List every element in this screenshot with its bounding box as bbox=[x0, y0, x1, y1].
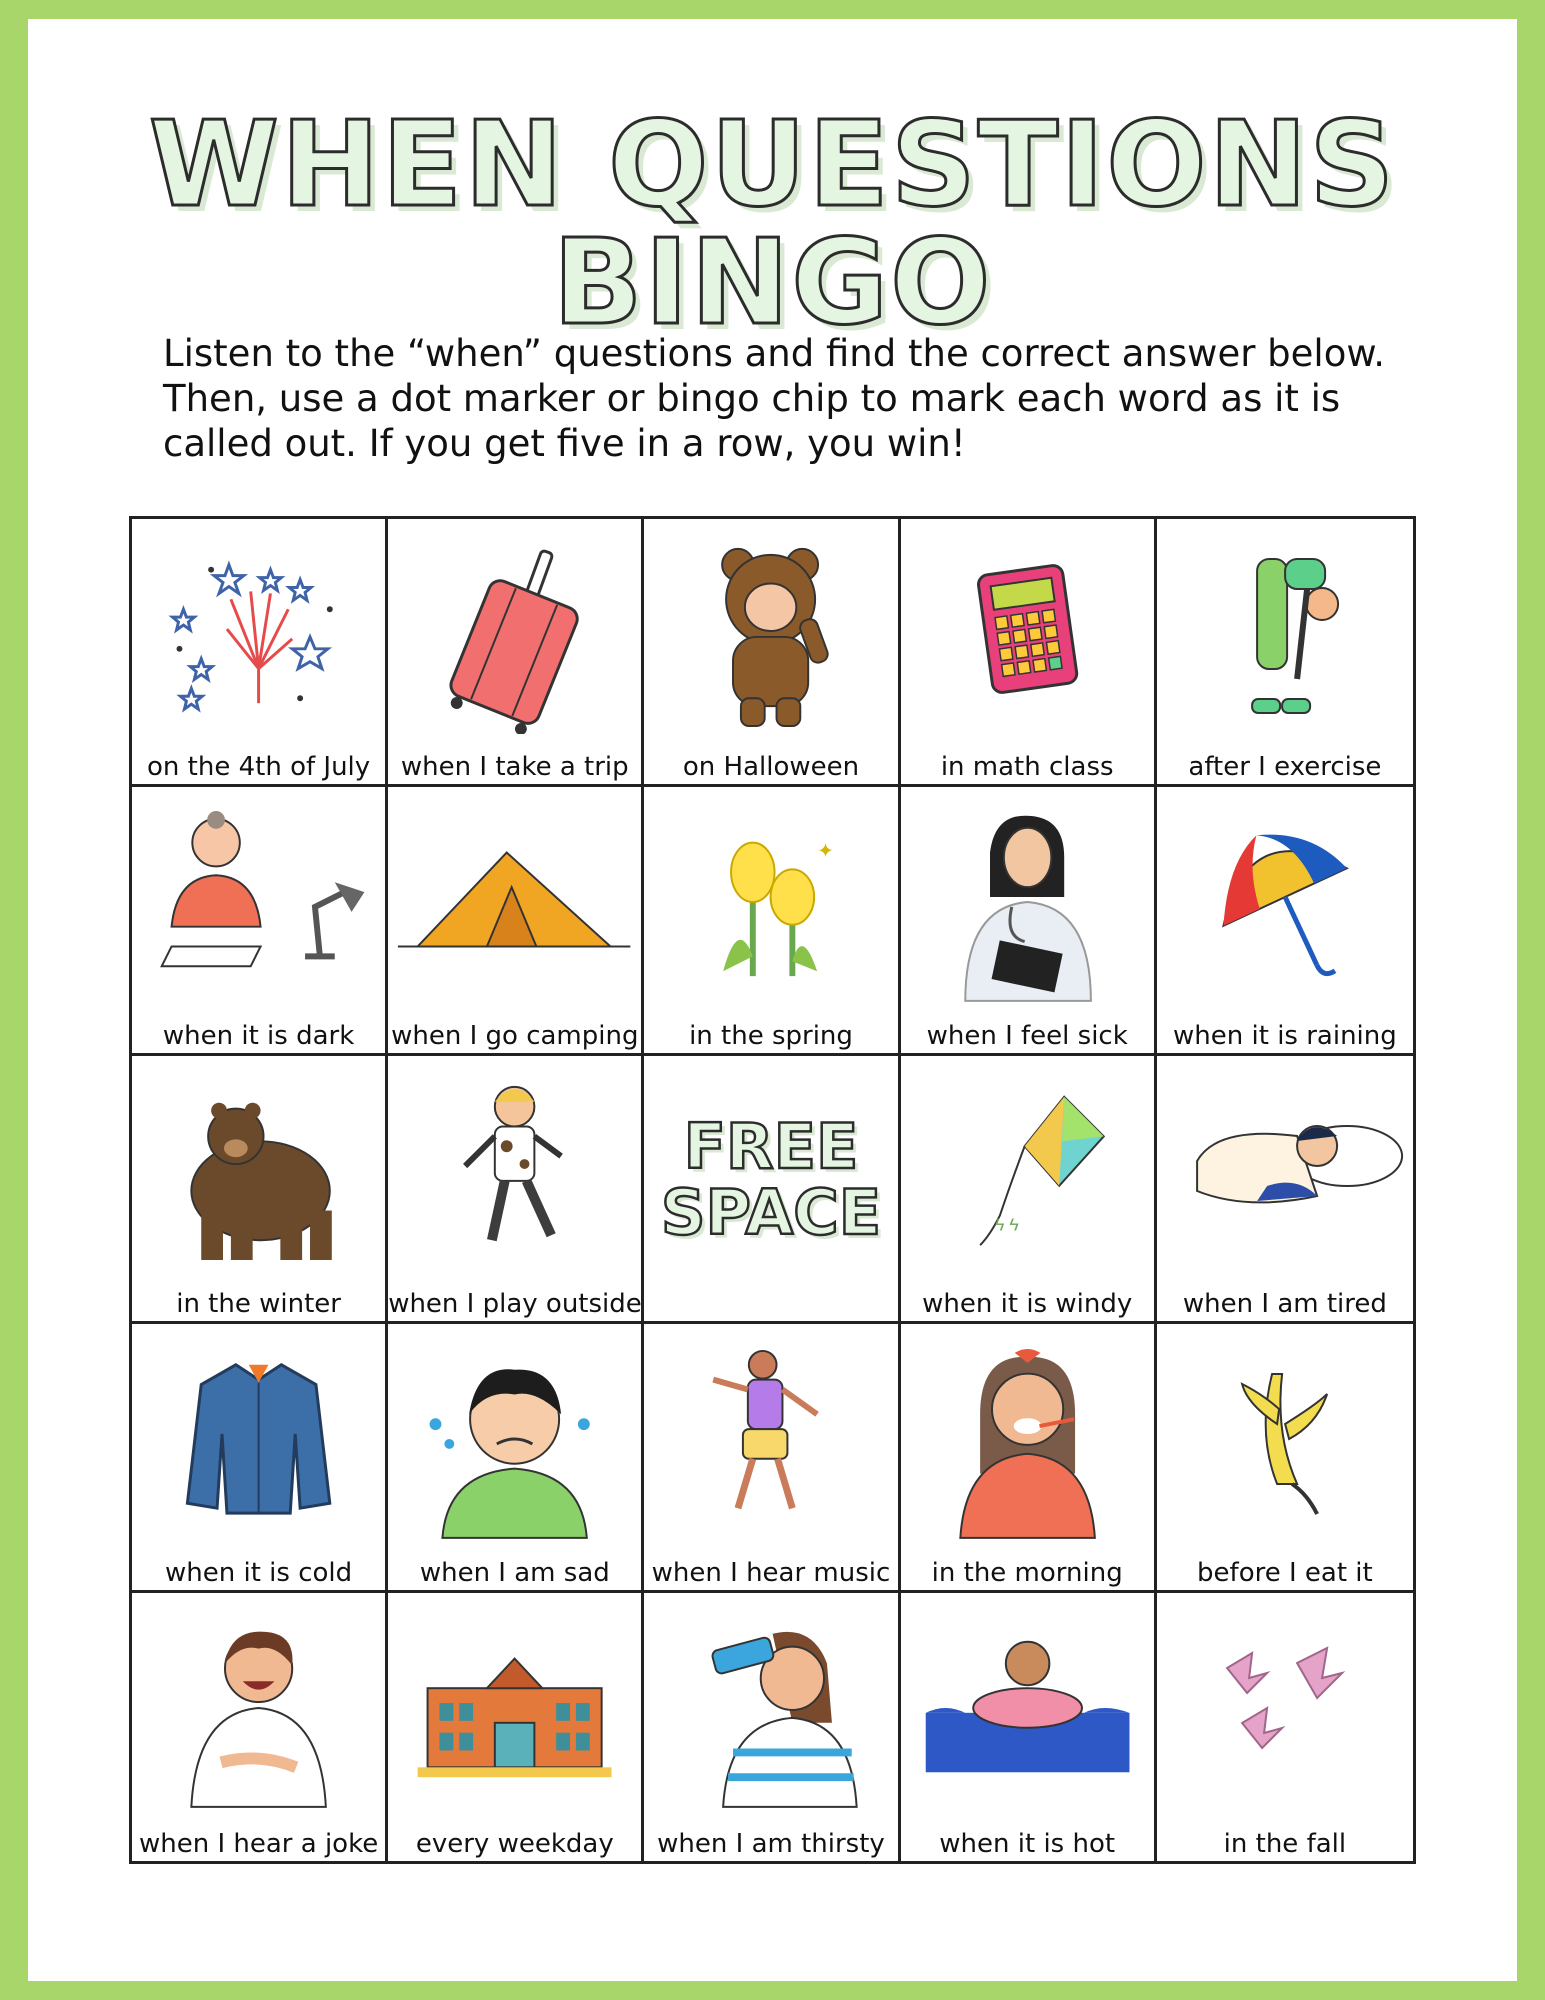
bingo-grid bbox=[129, 516, 1416, 1864]
bingo-cell[interactable] bbox=[132, 1593, 388, 1861]
bingo-cell[interactable] bbox=[1157, 787, 1413, 1055]
bingo-cell[interactable] bbox=[1157, 1593, 1413, 1861]
svg-text:✦: ✦ bbox=[817, 840, 835, 863]
calculator-icon bbox=[901, 529, 1154, 734]
bingo-cell[interactable] bbox=[132, 1324, 388, 1592]
dancing-person-icon bbox=[644, 1334, 897, 1539]
tulips-icon bbox=[644, 797, 897, 1002]
tent-icon bbox=[388, 797, 641, 1002]
banana-icon bbox=[1157, 1334, 1413, 1539]
bingo-cell[interactable] bbox=[132, 519, 388, 787]
bingo-cell[interactable] bbox=[644, 1324, 900, 1592]
bingo-cell[interactable] bbox=[901, 1593, 1157, 1861]
cell-label: before I eat it bbox=[1197, 1557, 1373, 1588]
cell-label: on Halloween bbox=[682, 752, 860, 783]
bear-icon bbox=[132, 1066, 385, 1271]
cell-label: every weekday bbox=[415, 1828, 614, 1859]
bingo-cell[interactable] bbox=[901, 787, 1157, 1055]
cell-label: in the fall bbox=[1223, 1828, 1347, 1859]
free-space-line-2: SPACE bbox=[660, 1175, 882, 1249]
bingo-cell[interactable] bbox=[132, 1056, 388, 1324]
bingo-cell[interactable] bbox=[1157, 1056, 1413, 1324]
cell-label: when it is hot bbox=[939, 1828, 1116, 1859]
jacket-icon bbox=[132, 1334, 385, 1539]
cell-label: when I go camping bbox=[391, 1020, 639, 1051]
cell-label: on the 4th of July bbox=[147, 752, 371, 783]
bingo-cell[interactable] bbox=[901, 1324, 1157, 1592]
cell-label: when I take a trip bbox=[400, 752, 629, 783]
fireworks-icon bbox=[132, 529, 385, 734]
free-space-text bbox=[644, 1109, 897, 1249]
cell-label: in the winter bbox=[176, 1289, 341, 1320]
kite-icon bbox=[901, 1066, 1154, 1271]
bingo-cell[interactable] bbox=[132, 787, 388, 1055]
cell-label: when I play outside bbox=[388, 1289, 642, 1320]
cell-label: when I hear a joke bbox=[138, 1828, 379, 1859]
free-space-line-1: FREE bbox=[683, 1109, 859, 1183]
worksheet-page bbox=[28, 19, 1517, 1981]
brushing-teeth-icon bbox=[901, 1334, 1154, 1539]
school-building-icon bbox=[388, 1603, 641, 1808]
bingo-cell[interactable] bbox=[901, 519, 1157, 787]
bingo-cell[interactable] bbox=[1157, 519, 1413, 787]
cell-label: when I am sad bbox=[419, 1557, 610, 1588]
bingo-cell[interactable] bbox=[388, 1593, 644, 1861]
cell-label: when I am tired bbox=[1182, 1289, 1387, 1320]
bear-costume-icon bbox=[644, 529, 897, 734]
bingo-cell[interactable] bbox=[644, 519, 900, 787]
bingo-cell[interactable] bbox=[388, 1324, 644, 1592]
cell-label: in the spring bbox=[689, 1020, 853, 1051]
umbrella-icon bbox=[1157, 797, 1413, 1002]
laughing-man-icon bbox=[132, 1603, 385, 1808]
instructions-text: Listen to the “when” questions and find the correct answer below. Then, use a dot marker or bingo chip to mark each word as it is called out. If you get five in a row, you win! bbox=[163, 332, 1385, 465]
bingo-cell[interactable] bbox=[388, 1056, 644, 1324]
suitcase-icon bbox=[388, 529, 641, 734]
swimming-girl-icon bbox=[901, 1603, 1154, 1808]
doctor-icon bbox=[901, 797, 1154, 1002]
stretching-person-icon bbox=[1157, 529, 1413, 734]
cell-label: when I feel sick bbox=[926, 1020, 1128, 1051]
cell-label: when it is dark bbox=[162, 1020, 355, 1051]
bingo-cell[interactable] bbox=[901, 1056, 1157, 1324]
cell-label: in the morning bbox=[931, 1557, 1123, 1588]
bingo-cell[interactable] bbox=[1157, 1324, 1413, 1592]
sleeping-person-icon bbox=[1157, 1066, 1413, 1271]
crying-boy-icon bbox=[388, 1334, 641, 1539]
falling-leaves-icon bbox=[1157, 1603, 1413, 1808]
svg-text:ϟ ϟ: ϟ ϟ bbox=[994, 1214, 1019, 1235]
cell-label: when it is raining bbox=[1173, 1020, 1397, 1051]
reading-lamp-icon bbox=[132, 797, 385, 1002]
cell-label: in math class bbox=[940, 752, 1114, 783]
page-title: WHEN QUESTIONS BINGO bbox=[148, 95, 1397, 351]
cell-label: when I hear music bbox=[651, 1557, 891, 1588]
cell-label: after I exercise bbox=[1188, 752, 1382, 783]
drinking-girl-icon bbox=[644, 1603, 897, 1808]
bingo-cell[interactable] bbox=[644, 1593, 900, 1861]
bingo-cell[interactable] bbox=[644, 787, 900, 1055]
bingo-cell[interactable] bbox=[388, 787, 644, 1055]
cell-label: when it is cold bbox=[165, 1557, 353, 1588]
muddy-kid-icon bbox=[388, 1066, 641, 1271]
cell-label: when I am thirsty bbox=[657, 1828, 885, 1859]
cell-label: when it is windy bbox=[922, 1289, 1133, 1320]
free-space-cell[interactable] bbox=[644, 1056, 900, 1324]
bingo-cell[interactable] bbox=[388, 519, 644, 787]
